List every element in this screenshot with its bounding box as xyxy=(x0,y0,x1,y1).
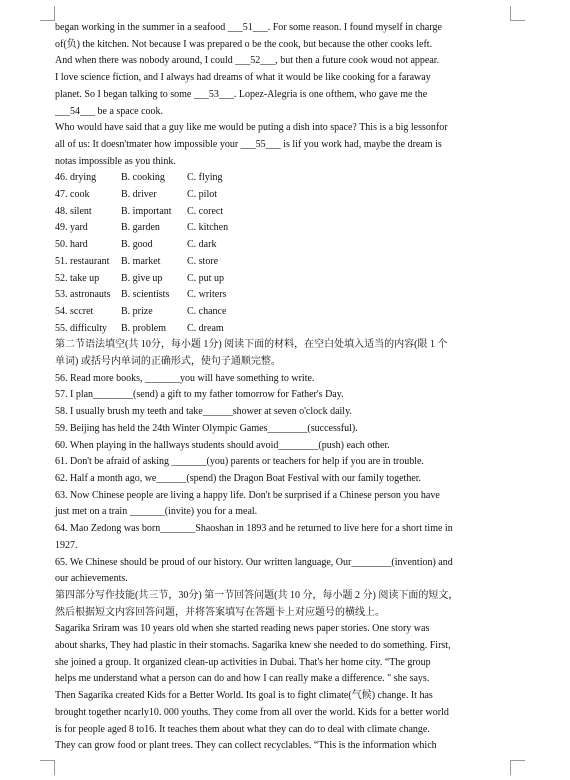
question-line: 63. Now Chinese people are living a happy life. Don't be surprised if a Chinese person you have xyxy=(55,489,440,501)
crop-mark-top-left xyxy=(40,6,55,21)
option-c: C. writers xyxy=(187,289,227,301)
reading-line: Sagarika Sriram was 10 years old when she started reading news paper stories. One story was xyxy=(55,623,430,635)
question-line: 64. Mao Zedong was born_______Shaoshan in 1893 and he returned to live here for a short time in xyxy=(55,523,453,535)
option-b: B. cooking xyxy=(121,172,165,184)
option-c: C. dark xyxy=(187,239,217,251)
question-line: 56. Read more books, _______you will have something to write. xyxy=(55,372,315,384)
option-c: C. store xyxy=(187,255,219,267)
option-row-52 xyxy=(55,271,501,288)
passage-text xyxy=(55,20,501,170)
option-b: B. scientists xyxy=(121,289,170,301)
option-row-50 xyxy=(55,237,501,254)
option-c: C. chance xyxy=(187,305,227,317)
answer-options xyxy=(55,170,501,337)
option-a: 46. drying xyxy=(55,172,97,184)
option-b: B. garden xyxy=(121,222,160,234)
question-line: 60. When playing in the hallways students should avoid________(push) each other. xyxy=(55,439,390,451)
question-line: 65. We Chinese should be proud of our history. Our written language, Our________(invention) and xyxy=(55,556,453,568)
section-line: 单词) 或括号内单词的正确形式，使句子通顺完整。 xyxy=(55,356,281,368)
option-b: B. market xyxy=(121,255,161,267)
option-b: B. give up xyxy=(121,272,163,284)
reading-line: helps me understand what a person can do and how I can really make a difference. " she says. xyxy=(55,673,430,685)
option-b: B. prize xyxy=(121,305,153,317)
crop-mark-bottom-left xyxy=(40,760,55,775)
passage-line: notas impossible as you think. xyxy=(55,155,176,167)
option-b: B. important xyxy=(121,205,172,217)
question-line: 62. Half a month ago, we______(spend) the Dragon Boat Festival with our family together. xyxy=(55,472,422,484)
option-a: 55. difficulty xyxy=(55,322,108,334)
passage-line: all of us: It doesn'tmater how impossible your ___55___ is lif you work had, maybe the dream is xyxy=(55,138,442,150)
passage-line: of(负) the kitchen. Not because I was prepared o be the cook, but because the other cooks left. xyxy=(55,38,433,50)
question-line: just met on a train _______(invite) you for a meal. xyxy=(55,506,258,518)
option-row-51 xyxy=(55,254,501,271)
question-line: our achievements. xyxy=(55,573,128,585)
passage-line: began working in the summer in a seafood ___51___. For some reason. I found myself in charge xyxy=(55,22,442,33)
passage-line: planet. So I began talking to some ___53___. Lopez-Alegria is one ofthem, who gave me the xyxy=(55,88,428,100)
option-a: 51. restaurant xyxy=(55,255,110,267)
option-row-49 xyxy=(55,220,501,237)
grammar-section xyxy=(55,337,501,588)
reading-line: brought together ncarly10. 000 youths. They come from all over the world. Kids for a better world xyxy=(55,706,449,718)
option-c: C. flying xyxy=(187,172,223,184)
option-a: 48. silent xyxy=(55,205,92,217)
passage-line: And when there was nobody around, I could ___52___, but then a future cook woud not appear. xyxy=(55,55,440,67)
option-a: 50. hard xyxy=(55,239,88,251)
option-row-46 xyxy=(55,170,501,187)
option-a: 49. yard xyxy=(55,222,88,234)
question-line: 57. I plan________(send) a gift to my father tomorrow for Father's Day. xyxy=(55,389,344,401)
option-c: C. kitchen xyxy=(187,222,229,234)
question-line: 58. I usually brush my teeth and take______shower at seven o'clock daily. xyxy=(55,406,352,418)
question-line: 59. Beijing has held the 24th Winter Olympic Games________(successful). xyxy=(55,422,358,434)
option-row-54 xyxy=(55,304,501,321)
reading-line: is for people aged 8 to16. It teaches them about what they can do to deal with climate change. xyxy=(55,723,430,735)
option-row-53 xyxy=(55,287,501,304)
option-row-55 xyxy=(55,321,501,338)
writing-section xyxy=(55,588,501,755)
option-c: C. pilot xyxy=(187,189,218,201)
option-b: B. good xyxy=(121,239,153,251)
option-c: C. dream xyxy=(187,322,224,334)
option-row-48 xyxy=(55,204,501,221)
passage-line: ___54___ be a space cook. xyxy=(55,105,164,117)
passage-line: I love science fiction, and I always had dreams of what it would be like cooking for a faraway xyxy=(55,72,431,84)
option-a: 53. astronauts xyxy=(55,289,111,301)
crop-mark-top-right xyxy=(510,6,525,21)
reading-line: about sharks, They had plastic in their stomachs. Sagarika knew she needed to do something. First, xyxy=(55,640,451,652)
reading-line: They can grow food or plant trees. They can collect recyclables. “This is the information which xyxy=(55,740,437,752)
reading-line: she joined a group. It organized clean-up activities in Dubai. That's her home city. “The group xyxy=(55,656,431,668)
option-b: B. driver xyxy=(121,189,157,201)
document-page xyxy=(55,20,501,755)
passage-line: Who would have said that a guy like me would be puting a dish into space? This is a big lessonfor xyxy=(55,122,448,134)
option-a: 47. cook xyxy=(55,189,90,201)
option-b: B. problem xyxy=(121,322,166,334)
option-row-47 xyxy=(55,187,501,204)
reading-line: Then Sagarika created Kids for a Better World. Its goal is to fight climate(气候) change. It has xyxy=(55,690,433,702)
question-line: 61. Don't be afraid of asking _______(you) parents or teachers for help if you are in trouble. xyxy=(55,456,424,468)
section-line: 然后根据短文内容回答问题，并将答案填写在答题卡上对应题号的横线上。 xyxy=(55,606,385,618)
option-a: 54. sccret xyxy=(55,305,94,317)
option-c: C. put up xyxy=(187,272,224,284)
section-line: 第四部分写作技能(共三节，30分) 第一节回答问题(共 10 分，每小题 2 分) 阅读下面的短文， xyxy=(55,589,459,601)
crop-mark-bottom-right xyxy=(510,760,525,775)
question-line: 1927. xyxy=(55,539,78,551)
option-a: 52. take up xyxy=(55,272,100,284)
option-c: C. corect xyxy=(187,205,224,217)
section-line: 第二节语法填空(共 10分，每小题 1分) 阅读下面的材料，在空白处填入适当的内容(限 1 个 xyxy=(55,339,448,351)
